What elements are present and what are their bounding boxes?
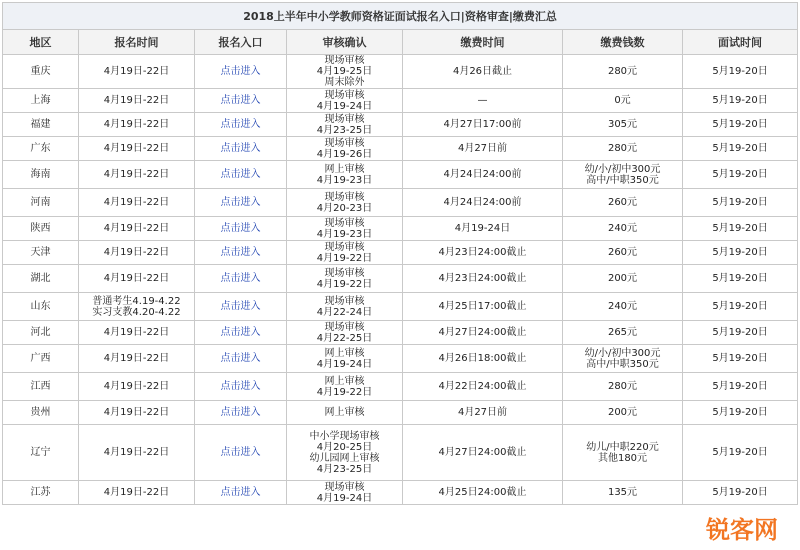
registration-entry-link[interactable]: 点击进入 (220, 197, 261, 208)
registration-entry-cell (195, 189, 287, 217)
table-row (3, 241, 798, 265)
interview-time-cell (683, 345, 798, 373)
interview-time-cell (683, 189, 798, 217)
payment-time-cell (403, 373, 563, 401)
payment-time-cell (403, 425, 563, 481)
fee-cell (563, 373, 683, 401)
table-row (3, 161, 798, 189)
table-body (3, 55, 798, 505)
payment-time-cell (403, 321, 563, 345)
registration-time-cell (79, 265, 195, 293)
region-cell: 广西 (3, 345, 79, 373)
registration-entry-cell (195, 241, 287, 265)
registration-time-cell-line: 4月19日-22日 (103, 353, 170, 364)
registration-entry-cell (195, 113, 287, 137)
registration-time-cell-line: 4月19日-22日 (103, 487, 170, 498)
registration-entry-link[interactable]: 点击进入 (220, 447, 261, 458)
registration-time-cell-line: 4月19日-22日 (103, 143, 170, 154)
payment-time-cell-line: 4月23日24:00截止 (438, 273, 527, 284)
review-cell (287, 161, 403, 189)
fee-cell-line: 135元 (607, 487, 638, 498)
table-row (3, 265, 798, 293)
table-row (3, 425, 798, 481)
registration-entry-link[interactable]: 点击进入 (220, 487, 261, 498)
review-cell-line: 幼儿园网上审核 (309, 452, 380, 464)
interview-time-cell (683, 113, 798, 137)
interview-time-cell-line: 5月19-20日 (712, 327, 768, 338)
interview-time-cell-line: 5月19-20日 (712, 119, 768, 130)
payment-time-cell-line: 4月25日24:00截止 (438, 487, 527, 498)
region-cell: 陕西 (3, 217, 79, 241)
review-cell-line: 网上审核 (324, 407, 365, 418)
header-review: 审核确认 (287, 30, 403, 55)
payment-time-cell (403, 89, 563, 113)
review-cell-line: 现场审核 (324, 55, 365, 66)
fee-cell (563, 189, 683, 217)
table-row (3, 113, 798, 137)
registration-time-cell-line: 4月19日-22日 (103, 95, 170, 106)
fee-cell (563, 161, 683, 189)
registration-entry-link[interactable]: 点击进入 (220, 143, 261, 154)
registration-entry-link[interactable]: 点击进入 (220, 381, 261, 392)
review-cell-line: 现场审核 (324, 137, 365, 149)
registration-time-cell (79, 425, 195, 481)
registration-entry-link[interactable]: 点击进入 (220, 407, 261, 418)
payment-time-cell (403, 55, 563, 89)
payment-time-cell-line: 4月27日24:00截止 (438, 327, 527, 338)
review-cell-line: 现场审核 (324, 89, 365, 101)
registration-entry-cell (195, 137, 287, 161)
registration-time-cell (79, 345, 195, 373)
registration-entry-cell (195, 345, 287, 373)
registration-time-cell (79, 89, 195, 113)
review-cell-line: 现场审核 (324, 191, 365, 203)
registration-time-cell (79, 113, 195, 137)
payment-time-cell (403, 293, 563, 321)
review-cell-line: 4月20-23日 (316, 202, 373, 214)
header-payment-time: 缴费时间 (403, 30, 563, 55)
fee-cell (563, 241, 683, 265)
review-cell-line: 4月19-22日 (316, 386, 373, 398)
region-cell: 山东 (3, 293, 79, 321)
table-row (3, 481, 798, 505)
registration-time-cell (79, 189, 195, 217)
payment-time-cell-line: — (477, 95, 488, 106)
registration-entry-link[interactable]: 点击进入 (220, 247, 261, 258)
review-cell (287, 89, 403, 113)
interview-time-cell-line: 5月19-20日 (712, 197, 768, 208)
review-cell (287, 401, 403, 425)
registration-entry-cell (195, 321, 287, 345)
interview-time-cell (683, 217, 798, 241)
fee-cell (563, 113, 683, 137)
interview-time-cell-line: 5月19-20日 (712, 247, 768, 258)
payment-time-cell (403, 189, 563, 217)
registration-time-cell (79, 241, 195, 265)
header-registration-entry: 报名入口 (195, 30, 287, 55)
interview-time-cell-line: 5月19-20日 (712, 95, 768, 106)
review-cell-line: 4月19-24日 (316, 100, 373, 112)
exam-table-container (2, 2, 797, 505)
table-row (3, 373, 798, 401)
review-cell-line: 4月22-24日 (316, 306, 373, 318)
registration-entry-cell (195, 401, 287, 425)
registration-entry-link[interactable]: 点击进入 (220, 301, 261, 312)
review-cell-line: 4月19-23日 (316, 228, 373, 240)
header-registration-time: 报名时间 (79, 30, 195, 55)
region-cell: 上海 (3, 89, 79, 113)
interview-time-cell-line: 5月19-20日 (712, 487, 768, 498)
fee-cell-line: 260元 (607, 197, 638, 208)
fee-cell (563, 345, 683, 373)
review-cell-line: 中小学现场审核 (309, 430, 380, 442)
registration-entry-cell (195, 481, 287, 505)
registration-time-cell (79, 401, 195, 425)
payment-time-cell-line: 4月26日18:00截止 (438, 353, 527, 364)
fee-cell (563, 401, 683, 425)
header-interview-time: 面试时间 (683, 30, 798, 55)
payment-time-cell-line: 4月26日截止 (452, 66, 513, 77)
review-cell (287, 217, 403, 241)
registration-time-cell (79, 293, 195, 321)
header-region: 地区 (3, 30, 79, 55)
registration-time-cell (79, 217, 195, 241)
review-cell-line: 4月19-25日 (316, 66, 373, 77)
registration-time-cell (79, 481, 195, 505)
registration-time-cell (79, 321, 195, 345)
review-cell (287, 55, 403, 89)
interview-time-cell (683, 321, 798, 345)
interview-time-cell-line: 5月19-20日 (712, 169, 768, 180)
fee-cell-line: 幼儿/中职220元 (586, 441, 659, 453)
table-row (3, 137, 798, 161)
registration-time-cell-line: 4月19日-22日 (103, 169, 170, 180)
interview-time-cell-line: 5月19-20日 (712, 66, 768, 77)
interview-time-cell-line: 5月19-20日 (712, 353, 768, 364)
interview-time-cell (683, 373, 798, 401)
interview-time-cell-line: 5月19-20日 (712, 143, 768, 154)
registration-time-cell-line: 4月19日-22日 (103, 327, 170, 338)
fee-cell-line: 265元 (607, 327, 638, 338)
registration-entry-link[interactable]: 点击进入 (220, 95, 261, 106)
interview-time-cell (683, 241, 798, 265)
fee-cell (563, 425, 683, 481)
fee-cell-line: 高中/中职350元 (586, 174, 659, 186)
region-cell: 江西 (3, 373, 79, 401)
registration-entry-cell (195, 55, 287, 89)
table-row (3, 217, 798, 241)
fee-cell (563, 89, 683, 113)
registration-time-cell-line: 4月19日-22日 (103, 381, 170, 392)
registration-time-cell (79, 137, 195, 161)
region-cell: 河南 (3, 189, 79, 217)
registration-time-cell-line: 普通考生4.19-4.22 (92, 295, 181, 307)
registration-time-cell (79, 373, 195, 401)
registration-time-cell-line: 4月19日-22日 (103, 247, 170, 258)
fee-cell-line: 260元 (607, 247, 638, 258)
review-cell-line: 现场审核 (324, 217, 365, 229)
table-row (3, 55, 798, 89)
fee-cell-line: 幼/小/初中300元 (584, 347, 661, 359)
table-row (3, 189, 798, 217)
table-row (3, 401, 798, 425)
review-cell-line: 4月19-22日 (316, 252, 373, 264)
table-row (3, 89, 798, 113)
registration-time-cell-line: 4月19日-22日 (103, 273, 170, 284)
region-cell: 湖北 (3, 265, 79, 293)
fee-cell-line: 280元 (607, 381, 638, 392)
fee-cell-line: 0元 (614, 95, 631, 106)
review-cell-line: 4月23-25日 (316, 124, 373, 136)
review-cell-line: 4月19-23日 (316, 174, 373, 186)
payment-time-cell-line: 4月27日前 (457, 407, 508, 418)
review-cell-line: 网上审核 (324, 347, 365, 359)
review-cell (287, 481, 403, 505)
fee-cell-line: 其他180元 (597, 452, 648, 464)
fee-cell-line: 200元 (607, 273, 638, 284)
review-cell-line: 4月19-22日 (316, 278, 373, 290)
registration-entry-link[interactable]: 点击进入 (220, 353, 261, 364)
interview-time-cell (683, 137, 798, 161)
registration-entry-link[interactable]: 点击进入 (220, 66, 261, 77)
registration-time-cell-line: 4月19日-22日 (103, 197, 170, 208)
review-cell (287, 425, 403, 481)
region-cell: 广东 (3, 137, 79, 161)
fee-cell-line: 240元 (607, 301, 638, 312)
review-cell (287, 345, 403, 373)
review-cell-line: 现场审核 (324, 267, 365, 279)
registration-entry-cell (195, 161, 287, 189)
interview-time-cell-line: 5月19-20日 (712, 407, 768, 418)
payment-time-cell (403, 401, 563, 425)
payment-time-cell-line: 4月24日24:00前 (443, 169, 522, 180)
region-cell: 海南 (3, 161, 79, 189)
interview-time-cell (683, 293, 798, 321)
table-title: 2018上半年中小学教师资格证面试报名入口|资格审查|缴费汇总 (3, 3, 798, 30)
table-row (3, 293, 798, 321)
registration-entry-cell (195, 373, 287, 401)
payment-time-cell-line: 4月27日前 (457, 143, 508, 154)
interview-time-cell (683, 481, 798, 505)
review-cell (287, 137, 403, 161)
payment-time-cell-line: 4月27日17:00前 (443, 119, 522, 130)
review-cell-line: 4月19-24日 (316, 492, 373, 504)
payment-time-cell (403, 137, 563, 161)
registration-entry-cell (195, 293, 287, 321)
fee-cell-line: 240元 (607, 223, 638, 234)
region-cell: 重庆 (3, 55, 79, 89)
payment-time-cell (403, 113, 563, 137)
review-cell-line: 4月19-26日 (316, 148, 373, 160)
payment-time-cell-line: 4月23日24:00截止 (438, 247, 527, 258)
fee-cell-line: 200元 (607, 407, 638, 418)
review-cell-line: 现场审核 (324, 321, 365, 333)
review-cell (287, 189, 403, 217)
payment-time-cell (403, 345, 563, 373)
review-cell (287, 113, 403, 137)
registration-time-cell-line: 4月19日-22日 (103, 407, 170, 418)
review-cell (287, 293, 403, 321)
fee-cell (563, 481, 683, 505)
exam-schedule-table (2, 2, 798, 505)
interview-time-cell (683, 55, 798, 89)
fee-cell (563, 321, 683, 345)
region-cell: 江苏 (3, 481, 79, 505)
fee-cell (563, 217, 683, 241)
fee-cell (563, 265, 683, 293)
review-cell-line: 周末除外 (324, 77, 365, 88)
review-cell (287, 241, 403, 265)
fee-cell-line: 280元 (607, 66, 638, 77)
payment-time-cell (403, 481, 563, 505)
region-cell: 福建 (3, 113, 79, 137)
interview-time-cell-line: 5月19-20日 (712, 301, 768, 312)
review-cell (287, 321, 403, 345)
fee-cell-line: 305元 (607, 119, 638, 130)
watermark-logo: 锐客网 (706, 515, 778, 544)
fee-cell (563, 293, 683, 321)
registration-entry-link[interactable]: 点击进入 (220, 327, 261, 338)
registration-entry-link[interactable]: 点击进入 (220, 169, 261, 180)
interview-time-cell-line: 5月19-20日 (712, 273, 768, 284)
payment-time-cell (403, 161, 563, 189)
interview-time-cell (683, 265, 798, 293)
header-fee: 缴费钱数 (563, 30, 683, 55)
review-cell-line: 现场审核 (324, 295, 365, 307)
registration-entry-link[interactable]: 点击进入 (220, 273, 261, 284)
table-row (3, 345, 798, 373)
region-cell: 天津 (3, 241, 79, 265)
review-cell-line: 4月20-25日 (316, 441, 373, 453)
review-cell (287, 265, 403, 293)
payment-time-cell (403, 265, 563, 293)
review-cell-line: 网上审核 (324, 375, 365, 387)
fee-cell-line: 高中/中职350元 (586, 358, 659, 370)
fee-cell (563, 55, 683, 89)
region-cell: 贵州 (3, 401, 79, 425)
registration-entry-link[interactable]: 点击进入 (220, 223, 261, 234)
registration-time-cell (79, 55, 195, 89)
fee-cell-line: 幼/小/初中300元 (584, 163, 661, 175)
payment-time-cell-line: 4月27日24:00截止 (438, 447, 527, 458)
interview-time-cell (683, 89, 798, 113)
registration-entry-cell (195, 89, 287, 113)
interview-time-cell-line: 5月19-20日 (712, 447, 768, 458)
review-cell-line: 现场审核 (324, 481, 365, 493)
region-cell: 辽宁 (3, 425, 79, 481)
review-cell-line: 4月22-25日 (316, 332, 373, 344)
interview-time-cell (683, 425, 798, 481)
payment-time-cell (403, 217, 563, 241)
fee-cell (563, 137, 683, 161)
payment-time-cell-line: 4月25日17:00截止 (438, 301, 527, 312)
review-cell-line: 现场审核 (324, 241, 365, 253)
registration-entry-cell (195, 217, 287, 241)
registration-time-cell-line: 4月19日-22日 (103, 119, 170, 130)
registration-entry-link[interactable]: 点击进入 (220, 119, 261, 130)
review-cell-line: 现场审核 (324, 113, 365, 125)
registration-time-cell-line: 4月19日-22日 (103, 447, 170, 458)
interview-time-cell (683, 401, 798, 425)
region-cell: 河北 (3, 321, 79, 345)
review-cell-line: 网上审核 (324, 163, 365, 175)
registration-entry-cell (195, 425, 287, 481)
payment-time-cell-line: 4月22日24:00截止 (438, 381, 527, 392)
table-row (3, 321, 798, 345)
registration-time-cell (79, 161, 195, 189)
interview-time-cell-line: 5月19-20日 (712, 381, 768, 392)
registration-time-cell-line: 4月19日-22日 (103, 66, 170, 77)
registration-time-cell-line: 4月19日-22日 (103, 223, 170, 234)
header-row (3, 30, 798, 55)
payment-time-cell-line: 4月24日24:00前 (443, 197, 522, 208)
review-cell (287, 373, 403, 401)
registration-time-cell-line: 实习支教4.20-4.22 (92, 306, 181, 318)
payment-time-cell (403, 241, 563, 265)
payment-time-cell-line: 4月19-24日 (454, 223, 511, 234)
review-cell-line: 4月19-24日 (316, 358, 373, 370)
interview-time-cell-line: 5月19-20日 (712, 223, 768, 234)
registration-entry-cell (195, 265, 287, 293)
interview-time-cell (683, 161, 798, 189)
review-cell-line: 4月23-25日 (316, 463, 373, 475)
fee-cell-line: 280元 (607, 143, 638, 154)
